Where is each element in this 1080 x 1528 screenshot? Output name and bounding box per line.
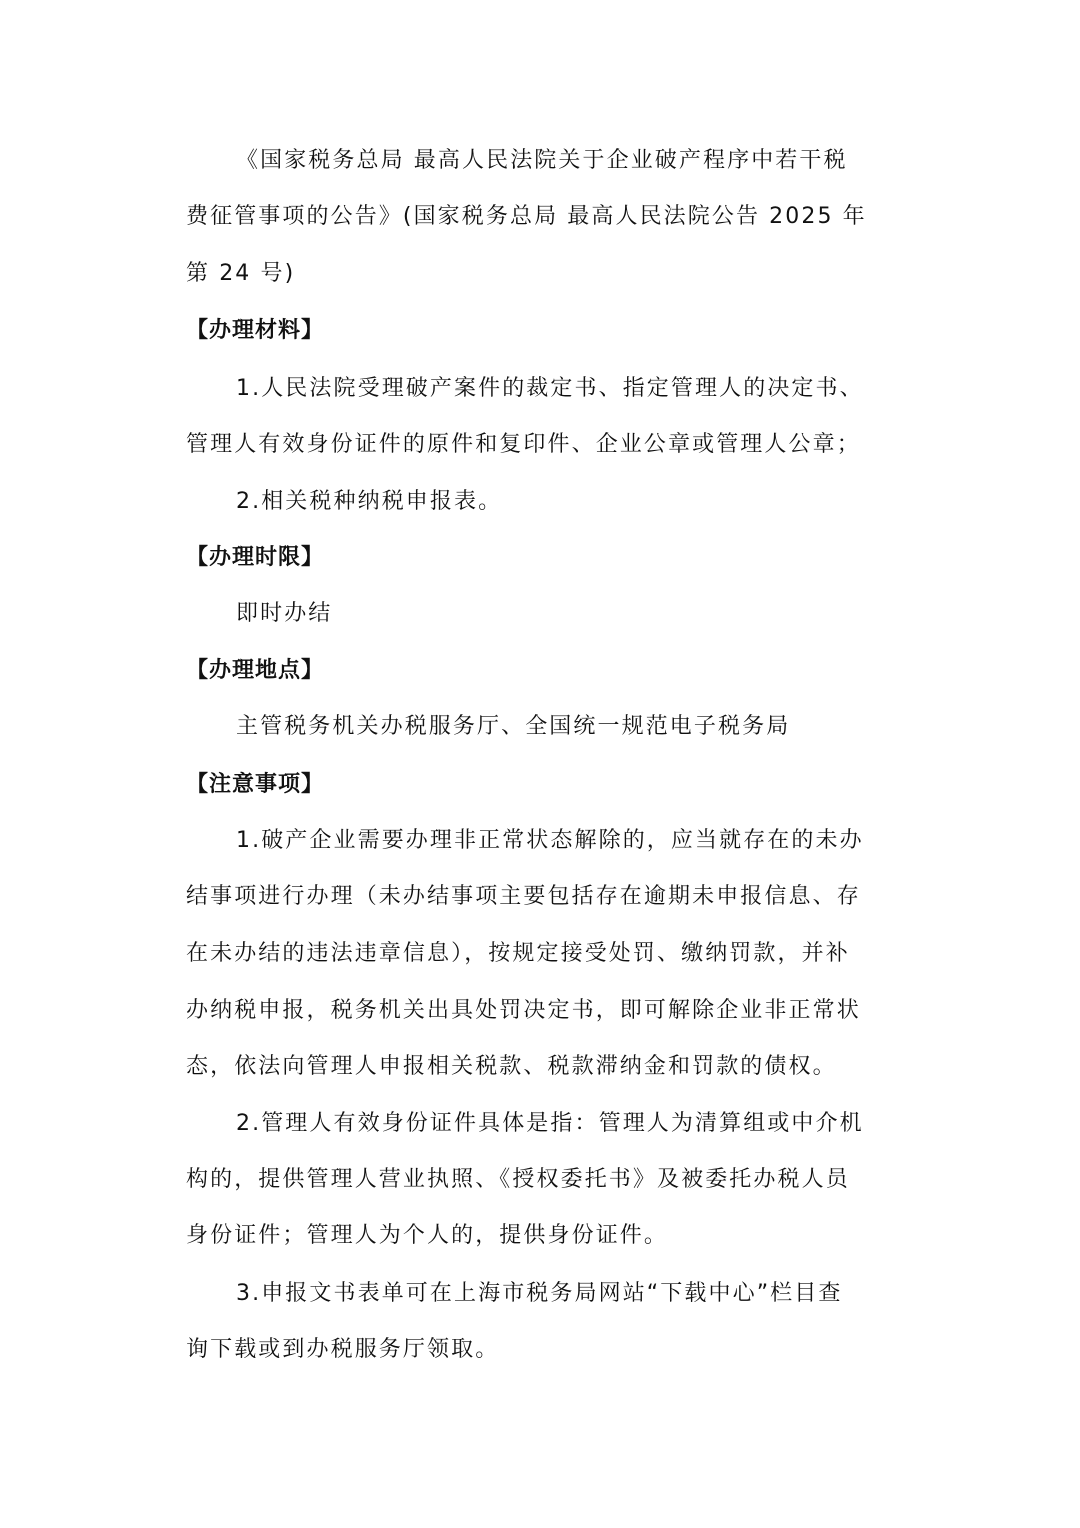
notes-line: 态，依法向管理人申报相关税款、税款滞纳金和罚款的债权。 [186,1054,837,1079]
location-text: 主管税务机关办税服务厅、全国统一规范电子税务局 [236,714,791,739]
intro-line: 第 24 号) [186,261,296,286]
notes-heading: 【注意事项】 [186,772,325,797]
notes-line: 3.申报文书表单可在上海市税务局网站“下载中心”栏目查 [236,1281,843,1306]
intro-line: 费征管事项的公告》(国家税务总局 最高人民法院公告 2025 年 [186,204,867,229]
notes-line: 构的，提供管理人营业执照、《授权委托书》及被委托办税人员 [186,1167,850,1192]
notes-line: 身份证件；管理人为个人的，提供身份证件。 [186,1223,669,1248]
intro-line: 《国家税务总局 最高人民法院关于企业破产程序中若干税 [236,148,848,173]
notes-line: 1.破产企业需要办理非正常状态解除的，应当就存在的未办 [236,828,864,853]
notes-line: 询下载或到办税服务厅领取。 [186,1337,500,1362]
time-limit-text: 即时办结 [236,601,333,626]
location-heading: 【办理地点】 [186,658,325,683]
notes-line: 在未办结的违法违章信息），按规定接受处罚、缴纳罚款，并补 [186,941,850,966]
materials-line: 1.人民法院受理破产案件的裁定书、指定管理人的决定书、 [236,376,864,401]
materials-line: 2.相关税种纳税申报表。 [236,489,503,514]
notes-line: 结事项进行办理（未办结事项主要包括存在逾期未申报信息、存 [186,884,861,909]
materials-heading: 【办理材料】 [186,318,325,343]
notes-line: 2.管理人有效身份证件具体是指：管理人为清算组或中介机 [236,1111,864,1136]
materials-line: 管理人有效身份证件的原件和复印件、企业公章或管理人公章； [186,432,861,457]
time-limit-heading: 【办理时限】 [186,545,325,570]
notes-line: 办纳税申报，税务机关出具处罚决定书，即可解除企业非正常状 [186,998,861,1023]
